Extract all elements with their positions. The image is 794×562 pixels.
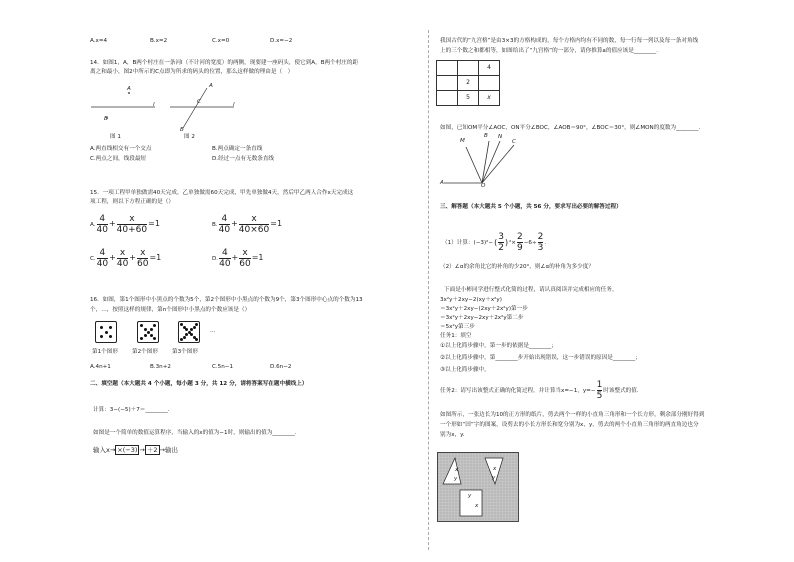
q19-stem-line1: 我国古代的“九宫格”是由3×3的方格构成的，每个方格内均有不同的数，每一行每一列以及每一条对角线 — [440, 38, 699, 44]
grid-cell: 5 — [458, 91, 479, 106]
q14-option-d: D.经过一点有无数条直线 — [212, 156, 275, 162]
q16-option-c: C.5n−1 — [212, 364, 234, 370]
column-divider — [428, 30, 429, 550]
q13-option-a: A.x=4 — [90, 38, 108, 44]
flow-box-multiply: ×(−3) — [117, 446, 138, 454]
angle-label-a: A — [440, 180, 444, 186]
angle-label-c: C — [512, 139, 516, 145]
fig-label-x-left: x — [455, 467, 459, 473]
grid-cell — [437, 91, 458, 106]
grid-cell — [437, 61, 458, 76]
grid-cell — [437, 76, 458, 91]
q13-option-b: B.x=2 — [150, 38, 168, 44]
q14-fig1-label-b: B — [104, 116, 108, 122]
q16-option-d: D.6n−2 — [270, 364, 292, 370]
q14-fig2 — [170, 88, 234, 128]
fig-label-y-right: y — [492, 475, 496, 481]
q22-task2: 任务2：请写出该整式正确的化简过程，并计算当x=−1，y=− $\frac{1}{5}$ 时该整式的值. — [440, 380, 639, 401]
q18-flowchart: 输入x→ ×(−3) → ＋2 →输出 — [93, 446, 178, 454]
q14-fig2-label-b: B — [180, 127, 184, 133]
ray-ob — [482, 141, 489, 183]
q14-option-c: C.两点之间，线段最短 — [90, 156, 147, 162]
section-3-heading: 三、解答题（本大题共 5 个小题，共 56 分，要求写出必要的解答过程） — [440, 204, 622, 210]
q14-fig2-segment-ab — [183, 88, 207, 128]
q21-part1: （1）计算：(−3)²−( $\frac{3}{2}$ )²× $\frac{2}{9}$ −6÷ $\frac{2}{3}$ . — [442, 232, 547, 253]
q22-line2: ＝3x²y＋2xy−(2xy＋2x²y)第一步 — [440, 306, 528, 312]
angle-label-n: N — [498, 134, 503, 140]
q15-stem-line1: 15．一项工程甲单独做需40天完成，乙单独做需60天完成，甲先单独做4天，然后甲乙两人合作x天完成这 — [90, 190, 354, 196]
angle-label-b: B — [484, 133, 488, 139]
grid-cell: 2 — [458, 76, 479, 91]
grid-row — [437, 61, 500, 76]
q22-task1-item2: ②以上化简步骤中，第________步开始出现错误，这一步错误的原因是________； — [440, 355, 641, 361]
q14-fig2-label-c: C — [197, 99, 201, 105]
q14-option-b: B.两点确定一条直线 — [212, 146, 263, 152]
q15-stem-line2: 项工程，则以下方程正确的是（） — [90, 199, 174, 205]
q16-option-b: B.3n+2 — [150, 364, 171, 370]
q14-fig1-label-a: A — [127, 86, 131, 92]
fig-label-y-left: y — [454, 476, 458, 482]
q14-stem-line2: 离之和最小，图2中所示的C点即为所求的码头的位置，那么这样做的理由是（ ） — [90, 69, 294, 75]
q16-option-a: A.4n+1 — [90, 364, 111, 370]
grid-cell — [458, 61, 479, 76]
q14-fig1-label-l: l — [153, 102, 155, 108]
q20-angle-figure — [436, 135, 546, 193]
q16-figure-3-label: 第3个图形 — [172, 349, 198, 355]
fig-label-x-rect: x — [475, 503, 479, 509]
q23-line3: 别为x，y. — [440, 432, 465, 438]
q16-figure-2-label: 第2个图形 — [132, 349, 158, 355]
q16-figure-3 — [178, 321, 200, 343]
q15-option-a: A. $\frac{4}{40}$ + $\frac{x}{40+60}$ =1 — [90, 214, 160, 235]
angle-label-o: O — [481, 183, 486, 189]
grid-cell: x — [479, 91, 500, 106]
q22-task1-item1: ①以上化简步骤中，第一步的依据是________； — [440, 343, 557, 349]
angle-label-m: M — [460, 138, 465, 144]
section-2-heading: 二、填空题（本大题共 4 个小题，每小题 3 分，共 12 分，请将答案写在题中横线上） — [90, 381, 308, 387]
q19-stem-line2: 上的三个数之和都相等，如图给出了“九宫格”的一部分，请你推算a的值应该是________. — [440, 48, 658, 54]
q14-fig2-caption: 图 2 — [184, 134, 195, 140]
nine-grid-table — [436, 60, 500, 106]
q14-stem-line1: 14．如图1，A，B两个村庄在一条河l（不计河的宽度）的两侧，现要建一座码头，使它到A，B两个村庄的距 — [90, 60, 359, 66]
fig-label-y-rect: y — [468, 493, 472, 499]
q22-line1: 3x²y＋2xy−2(xy＋x²y) — [440, 297, 502, 303]
q14-fig1 — [91, 92, 155, 119]
q20-text: 如图，已知OM平分∠AOC，ON平分∠BOC，∠AOB＝90°，∠BOC＝30°，则∠MON的度数为________. — [440, 125, 701, 131]
ray-om — [466, 147, 482, 183]
q22-line4: ＝5x²y第三步 — [440, 324, 475, 330]
grid-row — [437, 91, 500, 106]
q22-task1: 任务1：填空 — [440, 333, 472, 339]
q16-figure-1-label: 第1个图形 — [92, 349, 118, 355]
q22-task1-item3: ③以上化简步骤中， — [440, 367, 490, 373]
q16-stem-line2: 个，…，按照这样的规律，第n个图形中小黑点的个数应该是（） — [90, 307, 251, 313]
grid-row — [437, 76, 500, 91]
q13-option-c: C.x=0 — [212, 38, 230, 44]
q18-text: 如图是一个简单的数值运算程序，当输入的x的值为−1时，则输出的值为________. — [93, 430, 297, 436]
q14-fig1-caption: 图 1 — [110, 134, 121, 140]
q23-line2: 一个形如“囯”字的图案，设剪去的小长方形长和宽分别为x，y，剪去的两个小直角三角形的两直角边也分 — [440, 422, 699, 428]
q16-stem-line1: 16．如图，第1个图形中小黑点的个数为5个，第2个图形中小黑点的个数为9个，第3个图形中心点的个数为13 — [90, 297, 363, 303]
q13-option-d: D.x=−2 — [270, 38, 293, 44]
q16-figure-1 — [95, 321, 117, 343]
fig-label-x-right: x — [493, 466, 497, 472]
grid-cell: 4 — [479, 61, 500, 76]
q17-text: 计算：3−(−5)＋7＝________. — [93, 407, 170, 413]
q21-part2: （2）∠α的余角比它的补角的少20°，则∠α的补角为多少度？ — [440, 264, 594, 270]
q14-option-a: A.两直线相交有一个交点 — [90, 146, 152, 152]
ray-oc — [482, 145, 514, 183]
q15-option-b: B. $\frac{4}{40}$ + $\frac{x}{40\times 60}$ =1 — [212, 214, 283, 235]
q14-fig2-label-l: l — [233, 102, 235, 108]
flow-box-add: ＋2 — [146, 446, 158, 454]
q14-fig2-label-a: A — [209, 83, 213, 89]
q23-square-figure — [437, 452, 519, 522]
q16-figure-2 — [137, 321, 159, 343]
q23-line1: 如图所示，一张边长为10的正方形的纸片，剪去两个一样的小直角三角形和一个长方形，剩余部分刚好得到 — [440, 412, 705, 418]
q15-option-c: C. $\frac{4}{40}$ + $\frac{x}{40}$ + $\frac{x}{60}$ =1 — [90, 248, 162, 269]
q16-ellipsis: … — [210, 328, 216, 334]
q15-option-d: D. $\frac{4}{40}$ + $\frac{x}{60}$ =1 — [212, 248, 264, 269]
ray-on — [482, 141, 500, 183]
q22-line3: ＝3x²y＋2xy−2xy＋2x²y第二步 — [440, 315, 524, 321]
grid-cell — [479, 76, 500, 91]
q22-intro: 下面是小彬同学进行整式化简的过程，请认真阅读并完成相应的任务。 — [444, 287, 618, 293]
